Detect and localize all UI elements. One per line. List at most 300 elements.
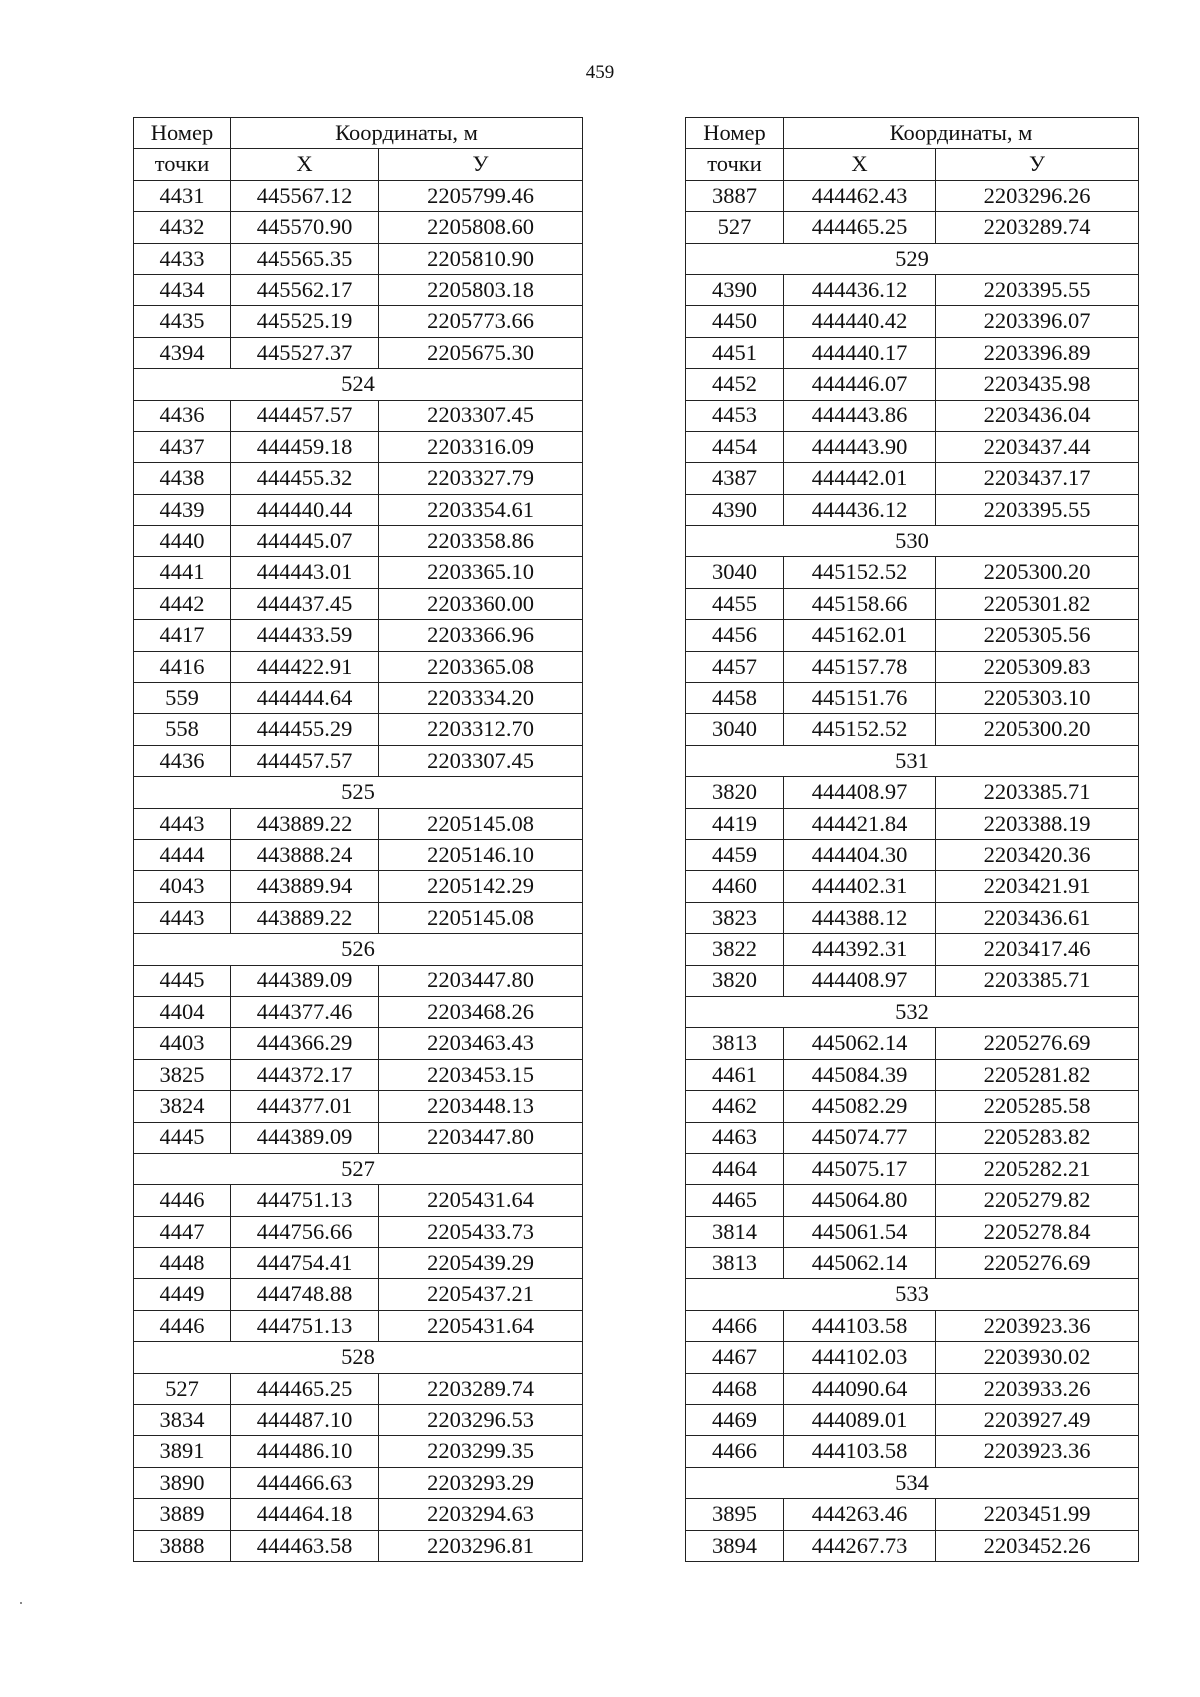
point-number-cell: 4466 [686, 1436, 784, 1467]
x-coordinate-cell: 444372.17 [231, 1059, 379, 1090]
x-coordinate-cell: 444442.01 [784, 463, 936, 494]
table-row [686, 1122, 1139, 1153]
y-coordinate-cell: 2203312.70 [379, 714, 583, 745]
y-column-header: У [936, 149, 1139, 180]
x-coordinate-cell: 444103.58 [784, 1310, 936, 1341]
table-row [686, 306, 1139, 337]
table-row [686, 651, 1139, 682]
point-number-cell: 3820 [686, 777, 784, 808]
point-number-cell: 3822 [686, 934, 784, 965]
table-row [686, 274, 1139, 305]
y-coordinate-cell: 2203289.74 [379, 1373, 583, 1404]
x-coordinate-cell: 444457.57 [231, 400, 379, 431]
point-number-cell: 558 [134, 714, 231, 745]
section-row [134, 934, 583, 965]
y-coordinate-cell: 2203927.49 [936, 1405, 1139, 1436]
table-row [134, 431, 583, 462]
y-coordinate-cell: 2205282.21 [936, 1153, 1139, 1184]
x-coordinate-cell: 444377.46 [231, 996, 379, 1027]
point-number-cell: 4445 [134, 965, 231, 996]
section-number: 532 [686, 996, 1139, 1027]
y-coordinate-cell: 2205145.08 [379, 902, 583, 933]
y-coordinate-cell: 2205279.82 [936, 1185, 1139, 1216]
x-coordinate-cell: 445064.80 [784, 1185, 936, 1216]
table-row [134, 1405, 583, 1436]
table-row [686, 337, 1139, 368]
x-coordinate-cell: 444440.17 [784, 337, 936, 368]
y-coordinate-cell: 2203395.55 [936, 494, 1139, 525]
x-coordinate-cell: 445562.17 [231, 274, 379, 305]
point-number-cell: 4462 [686, 1091, 784, 1122]
y-coordinate-cell: 2203296.53 [379, 1405, 583, 1436]
table-row [134, 1279, 583, 1310]
section-number: 524 [134, 369, 583, 400]
x-coordinate-cell: 444421.84 [784, 808, 936, 839]
point-number-cell: 4435 [134, 306, 231, 337]
point-number-cell: 4461 [686, 1059, 784, 1090]
x-coordinate-cell: 444751.13 [231, 1185, 379, 1216]
x-coordinate-cell: 444433.59 [231, 620, 379, 651]
y-coordinate-cell: 2203451.99 [936, 1499, 1139, 1530]
point-number-cell: 527 [134, 1373, 231, 1404]
x-coordinate-cell: 444422.91 [231, 651, 379, 682]
section-row [686, 526, 1139, 557]
x-coordinate-cell: 444487.10 [231, 1405, 379, 1436]
point-number-cell: 4403 [134, 1028, 231, 1059]
x-coordinate-cell: 444443.01 [231, 557, 379, 588]
table-row [686, 1310, 1139, 1341]
x-coordinate-cell: 445062.14 [784, 1248, 936, 1279]
x-coordinate-cell: 444388.12 [784, 902, 936, 933]
point-number-cell: 4443 [134, 902, 231, 933]
point-number-cell: 4394 [134, 337, 231, 368]
point-number-cell: 3825 [134, 1059, 231, 1090]
point-number-cell: 3895 [686, 1499, 784, 1530]
y-coordinate-cell: 2205305.56 [936, 620, 1139, 651]
y-coordinate-cell: 2205145.08 [379, 808, 583, 839]
table-row [134, 1059, 583, 1090]
point-number-cell: 4416 [134, 651, 231, 682]
x-coordinate-cell: 444103.58 [784, 1436, 936, 1467]
y-coordinate-cell: 2205300.20 [936, 714, 1139, 745]
point-number-cell: 4417 [134, 620, 231, 651]
x-coordinate-cell: 444748.88 [231, 1279, 379, 1310]
table-row [686, 494, 1139, 525]
point-number-cell: 4460 [686, 871, 784, 902]
point-number-cell: 4459 [686, 839, 784, 870]
point-number-cell: 4447 [134, 1216, 231, 1247]
x-coordinate-cell: 445527.37 [231, 337, 379, 368]
table-row [134, 1216, 583, 1247]
y-coordinate-cell: 2203436.04 [936, 400, 1139, 431]
table-row [686, 1185, 1139, 1216]
table-row [686, 1530, 1139, 1561]
x-coordinate-cell: 444486.10 [231, 1436, 379, 1467]
y-coordinate-cell: 2203307.45 [379, 400, 583, 431]
point-number-cell: 559 [134, 683, 231, 714]
y-coordinate-cell: 2203930.02 [936, 1342, 1139, 1373]
x-coordinate-cell: 445151.76 [784, 683, 936, 714]
table-row [686, 212, 1139, 243]
section-number: 531 [686, 745, 1139, 776]
point-number-cell: 4446 [134, 1185, 231, 1216]
x-coordinate-cell: 444455.29 [231, 714, 379, 745]
x-coordinate-cell: 445074.77 [784, 1122, 936, 1153]
x-coordinate-cell: 444754.41 [231, 1248, 379, 1279]
table-row [134, 745, 583, 776]
point-number-header-line2: точки [134, 149, 231, 180]
y-coordinate-cell: 2203396.89 [936, 337, 1139, 368]
table-row [134, 839, 583, 870]
point-number-cell: 4468 [686, 1373, 784, 1404]
point-number-cell: 4457 [686, 651, 784, 682]
x-coordinate-cell: 444457.57 [231, 745, 379, 776]
y-coordinate-cell: 2205808.60 [379, 212, 583, 243]
point-number-cell: 4390 [686, 274, 784, 305]
x-coordinate-cell: 444459.18 [231, 431, 379, 462]
y-coordinate-cell: 2205799.46 [379, 180, 583, 211]
table-row [134, 1499, 583, 1530]
x-coordinate-cell: 444402.31 [784, 871, 936, 902]
table-row [134, 1185, 583, 1216]
scan-speck [20, 1602, 22, 1604]
table-row [134, 557, 583, 588]
table-row [134, 337, 583, 368]
x-coordinate-cell: 444263.46 [784, 1499, 936, 1530]
y-coordinate-cell: 2203452.26 [936, 1530, 1139, 1561]
table-row [134, 714, 583, 745]
table-row [686, 808, 1139, 839]
y-coordinate-cell: 2203334.20 [379, 683, 583, 714]
x-coordinate-cell: 444446.07 [784, 369, 936, 400]
x-coordinate-cell: 443889.22 [231, 902, 379, 933]
y-coordinate-cell: 2205773.66 [379, 306, 583, 337]
coordinates-header: Координаты, м [231, 118, 583, 149]
y-coordinate-cell: 2203933.26 [936, 1373, 1139, 1404]
point-number-cell: 4456 [686, 620, 784, 651]
x-coordinate-cell: 444389.09 [231, 965, 379, 996]
point-number-cell: 4454 [686, 431, 784, 462]
point-number-cell: 3814 [686, 1216, 784, 1247]
table-row [134, 463, 583, 494]
point-number-cell: 4465 [686, 1185, 784, 1216]
x-coordinate-cell: 444437.45 [231, 588, 379, 619]
x-coordinate-cell: 444464.18 [231, 1499, 379, 1530]
x-coordinate-cell: 444462.43 [784, 180, 936, 211]
coordinates-table-left [133, 117, 583, 1562]
x-coordinate-cell: 443889.94 [231, 871, 379, 902]
x-coordinate-cell: 445158.66 [784, 588, 936, 619]
table-row [686, 934, 1139, 965]
table-row [686, 1373, 1139, 1404]
point-number-cell: 4436 [134, 745, 231, 776]
x-coordinate-cell: 445565.35 [231, 243, 379, 274]
y-coordinate-cell: 2203447.80 [379, 965, 583, 996]
x-coordinate-cell: 444465.25 [231, 1373, 379, 1404]
point-number-cell: 4043 [134, 871, 231, 902]
y-coordinate-cell: 2203388.19 [936, 808, 1139, 839]
x-coordinate-cell: 445570.90 [231, 212, 379, 243]
x-coordinate-cell: 444377.01 [231, 1091, 379, 1122]
point-number-cell: 4455 [686, 588, 784, 619]
y-coordinate-cell: 2203923.36 [936, 1310, 1139, 1341]
table-row [134, 306, 583, 337]
y-coordinate-cell: 2203437.17 [936, 463, 1139, 494]
point-number-cell: 4445 [134, 1122, 231, 1153]
x-coordinate-cell: 444455.32 [231, 463, 379, 494]
table-row [134, 526, 583, 557]
y-coordinate-cell: 2203417.46 [936, 934, 1139, 965]
x-coordinate-cell: 445062.14 [784, 1028, 936, 1059]
point-number-cell: 4463 [686, 1122, 784, 1153]
section-number: 528 [134, 1342, 583, 1373]
point-number-cell: 4441 [134, 557, 231, 588]
table-row [134, 1436, 583, 1467]
y-coordinate-cell: 2205309.83 [936, 651, 1139, 682]
y-coordinate-cell: 2205285.58 [936, 1091, 1139, 1122]
y-coordinate-cell: 2205303.10 [936, 683, 1139, 714]
table-row [134, 1530, 583, 1561]
table-row [134, 1091, 583, 1122]
point-number-cell: 3834 [134, 1405, 231, 1436]
section-row [134, 1342, 583, 1373]
y-coordinate-cell: 2203366.96 [379, 620, 583, 651]
point-number-cell: 4469 [686, 1405, 784, 1436]
x-coordinate-cell: 444444.64 [231, 683, 379, 714]
section-row [134, 1153, 583, 1184]
section-row [134, 777, 583, 808]
table-row [686, 1248, 1139, 1279]
table-row [686, 1028, 1139, 1059]
table-row [686, 1216, 1139, 1247]
x-coordinate-cell: 443889.22 [231, 808, 379, 839]
table-row [686, 683, 1139, 714]
table-row [134, 274, 583, 305]
y-coordinate-cell: 2205433.73 [379, 1216, 583, 1247]
y-coordinate-cell: 2203289.74 [936, 212, 1139, 243]
x-coordinate-cell: 445157.78 [784, 651, 936, 682]
y-coordinate-cell: 2203463.43 [379, 1028, 583, 1059]
y-coordinate-cell: 2203365.08 [379, 651, 583, 682]
table-row [134, 871, 583, 902]
y-coordinate-cell: 2203358.86 [379, 526, 583, 557]
point-number-cell: 4434 [134, 274, 231, 305]
page-number: 459 [585, 62, 615, 83]
table-row [134, 1310, 583, 1341]
x-coordinate-cell: 445152.52 [784, 714, 936, 745]
table-row [686, 369, 1139, 400]
x-coordinate-cell: 444267.73 [784, 1530, 936, 1561]
y-coordinate-cell: 2203354.61 [379, 494, 583, 525]
section-number: 533 [686, 1279, 1139, 1310]
point-number-header-line1: Номер [686, 118, 784, 149]
x-coordinate-cell: 444090.64 [784, 1373, 936, 1404]
table-row [686, 180, 1139, 211]
point-number-cell: 4458 [686, 683, 784, 714]
table-row [686, 871, 1139, 902]
y-coordinate-cell: 2203327.79 [379, 463, 583, 494]
x-coordinate-cell: 444756.66 [231, 1216, 379, 1247]
point-number-cell: 4449 [134, 1279, 231, 1310]
section-row [686, 996, 1139, 1027]
point-number-cell: 3890 [134, 1467, 231, 1498]
point-number-cell: 4437 [134, 431, 231, 462]
x-coordinate-cell: 444436.12 [784, 274, 936, 305]
coordinates-header: Координаты, м [784, 118, 1139, 149]
table-row [686, 714, 1139, 745]
x-column-header: X [231, 149, 379, 180]
y-coordinate-cell: 2203421.91 [936, 871, 1139, 902]
table-row [686, 902, 1139, 933]
point-number-cell: 4451 [686, 337, 784, 368]
point-number-cell: 4442 [134, 588, 231, 619]
y-coordinate-cell: 2205276.69 [936, 1248, 1139, 1279]
table-row [134, 1028, 583, 1059]
point-number-cell: 527 [686, 212, 784, 243]
x-coordinate-cell: 444404.30 [784, 839, 936, 870]
point-number-cell: 3891 [134, 1436, 231, 1467]
table-row [134, 902, 583, 933]
section-number: 530 [686, 526, 1139, 557]
table-row [686, 1059, 1139, 1090]
table-row [686, 1153, 1139, 1184]
table-row [686, 777, 1139, 808]
point-number-cell: 4453 [686, 400, 784, 431]
x-coordinate-cell: 445152.52 [784, 557, 936, 588]
y-column-header: У [379, 149, 583, 180]
point-number-cell: 3813 [686, 1248, 784, 1279]
table-row [686, 1342, 1139, 1373]
y-coordinate-cell: 2205675.30 [379, 337, 583, 368]
x-coordinate-cell: 444408.97 [784, 777, 936, 808]
x-coordinate-cell: 444089.01 [784, 1405, 936, 1436]
point-number-cell: 4466 [686, 1310, 784, 1341]
point-number-cell: 3040 [686, 714, 784, 745]
point-number-cell: 3889 [134, 1499, 231, 1530]
table-row [686, 620, 1139, 651]
point-number-header-line1: Номер [134, 118, 231, 149]
point-number-cell: 4404 [134, 996, 231, 1027]
y-coordinate-cell: 2203316.09 [379, 431, 583, 462]
table-row [686, 431, 1139, 462]
point-number-cell: 4452 [686, 369, 784, 400]
table-row [134, 1467, 583, 1498]
section-row [686, 1279, 1139, 1310]
table-row [686, 1436, 1139, 1467]
x-coordinate-cell: 445075.17 [784, 1153, 936, 1184]
table-row [134, 494, 583, 525]
x-coordinate-cell: 444436.12 [784, 494, 936, 525]
y-coordinate-cell: 2203299.35 [379, 1436, 583, 1467]
x-coordinate-cell: 444443.86 [784, 400, 936, 431]
point-number-cell: 4443 [134, 808, 231, 839]
x-coordinate-cell: 444466.63 [231, 1467, 379, 1498]
point-number-cell: 4448 [134, 1248, 231, 1279]
y-coordinate-cell: 2203307.45 [379, 745, 583, 776]
section-number: 529 [686, 243, 1139, 274]
x-coordinate-cell: 444463.58 [231, 1530, 379, 1561]
table-row [686, 839, 1139, 870]
x-coordinate-cell: 444389.09 [231, 1122, 379, 1153]
y-coordinate-cell: 2205283.82 [936, 1122, 1139, 1153]
section-row [686, 745, 1139, 776]
point-number-header-line2: точки [686, 149, 784, 180]
point-number-cell: 4467 [686, 1342, 784, 1373]
section-number: 525 [134, 777, 583, 808]
y-coordinate-cell: 2203293.29 [379, 1467, 583, 1498]
y-coordinate-cell: 2203468.26 [379, 996, 583, 1027]
point-number-cell: 4450 [686, 306, 784, 337]
y-coordinate-cell: 2203453.15 [379, 1059, 583, 1090]
point-number-cell: 4436 [134, 400, 231, 431]
table-row [686, 1091, 1139, 1122]
x-column-header: X [784, 149, 936, 180]
y-coordinate-cell: 2203437.44 [936, 431, 1139, 462]
point-number-cell: 4432 [134, 212, 231, 243]
x-coordinate-cell: 444443.90 [784, 431, 936, 462]
point-number-cell: 3887 [686, 180, 784, 211]
section-row [686, 243, 1139, 274]
table-row [686, 463, 1139, 494]
table-row [686, 588, 1139, 619]
point-number-cell: 3894 [686, 1530, 784, 1561]
y-coordinate-cell: 2203296.81 [379, 1530, 583, 1561]
point-number-cell: 4464 [686, 1153, 784, 1184]
table-row [134, 400, 583, 431]
x-coordinate-cell: 444440.42 [784, 306, 936, 337]
point-number-cell: 4440 [134, 526, 231, 557]
y-coordinate-cell: 2203436.61 [936, 902, 1139, 933]
table-row [134, 212, 583, 243]
table-row [134, 180, 583, 211]
y-coordinate-cell: 2205278.84 [936, 1216, 1139, 1247]
y-coordinate-cell: 2205142.29 [379, 871, 583, 902]
x-coordinate-cell: 444408.97 [784, 965, 936, 996]
table-row [686, 1405, 1139, 1436]
y-coordinate-cell: 2203923.36 [936, 1436, 1139, 1467]
y-coordinate-cell: 2203294.63 [379, 1499, 583, 1530]
table-row [134, 588, 583, 619]
y-coordinate-cell: 2203385.71 [936, 777, 1139, 808]
table-row [686, 557, 1139, 588]
x-coordinate-cell: 445061.54 [784, 1216, 936, 1247]
table-row [134, 1248, 583, 1279]
x-coordinate-cell: 445525.19 [231, 306, 379, 337]
point-number-cell: 3823 [686, 902, 784, 933]
y-coordinate-cell: 2203396.07 [936, 306, 1139, 337]
point-number-cell: 3813 [686, 1028, 784, 1059]
x-coordinate-cell: 444445.07 [231, 526, 379, 557]
section-number: 534 [686, 1467, 1139, 1498]
point-number-cell: 4444 [134, 839, 231, 870]
point-number-cell: 3824 [134, 1091, 231, 1122]
point-number-cell: 4446 [134, 1310, 231, 1341]
y-coordinate-cell: 2205281.82 [936, 1059, 1139, 1090]
table-row [134, 620, 583, 651]
y-coordinate-cell: 2203420.36 [936, 839, 1139, 870]
section-number: 526 [134, 934, 583, 965]
point-number-cell: 3040 [686, 557, 784, 588]
section-row [686, 1467, 1139, 1498]
y-coordinate-cell: 2203435.98 [936, 369, 1139, 400]
table-row [134, 243, 583, 274]
point-number-cell: 4387 [686, 463, 784, 494]
y-coordinate-cell: 2205301.82 [936, 588, 1139, 619]
x-coordinate-cell: 444751.13 [231, 1310, 379, 1341]
y-coordinate-cell: 2205810.90 [379, 243, 583, 274]
table-row [134, 683, 583, 714]
y-coordinate-cell: 2205146.10 [379, 839, 583, 870]
